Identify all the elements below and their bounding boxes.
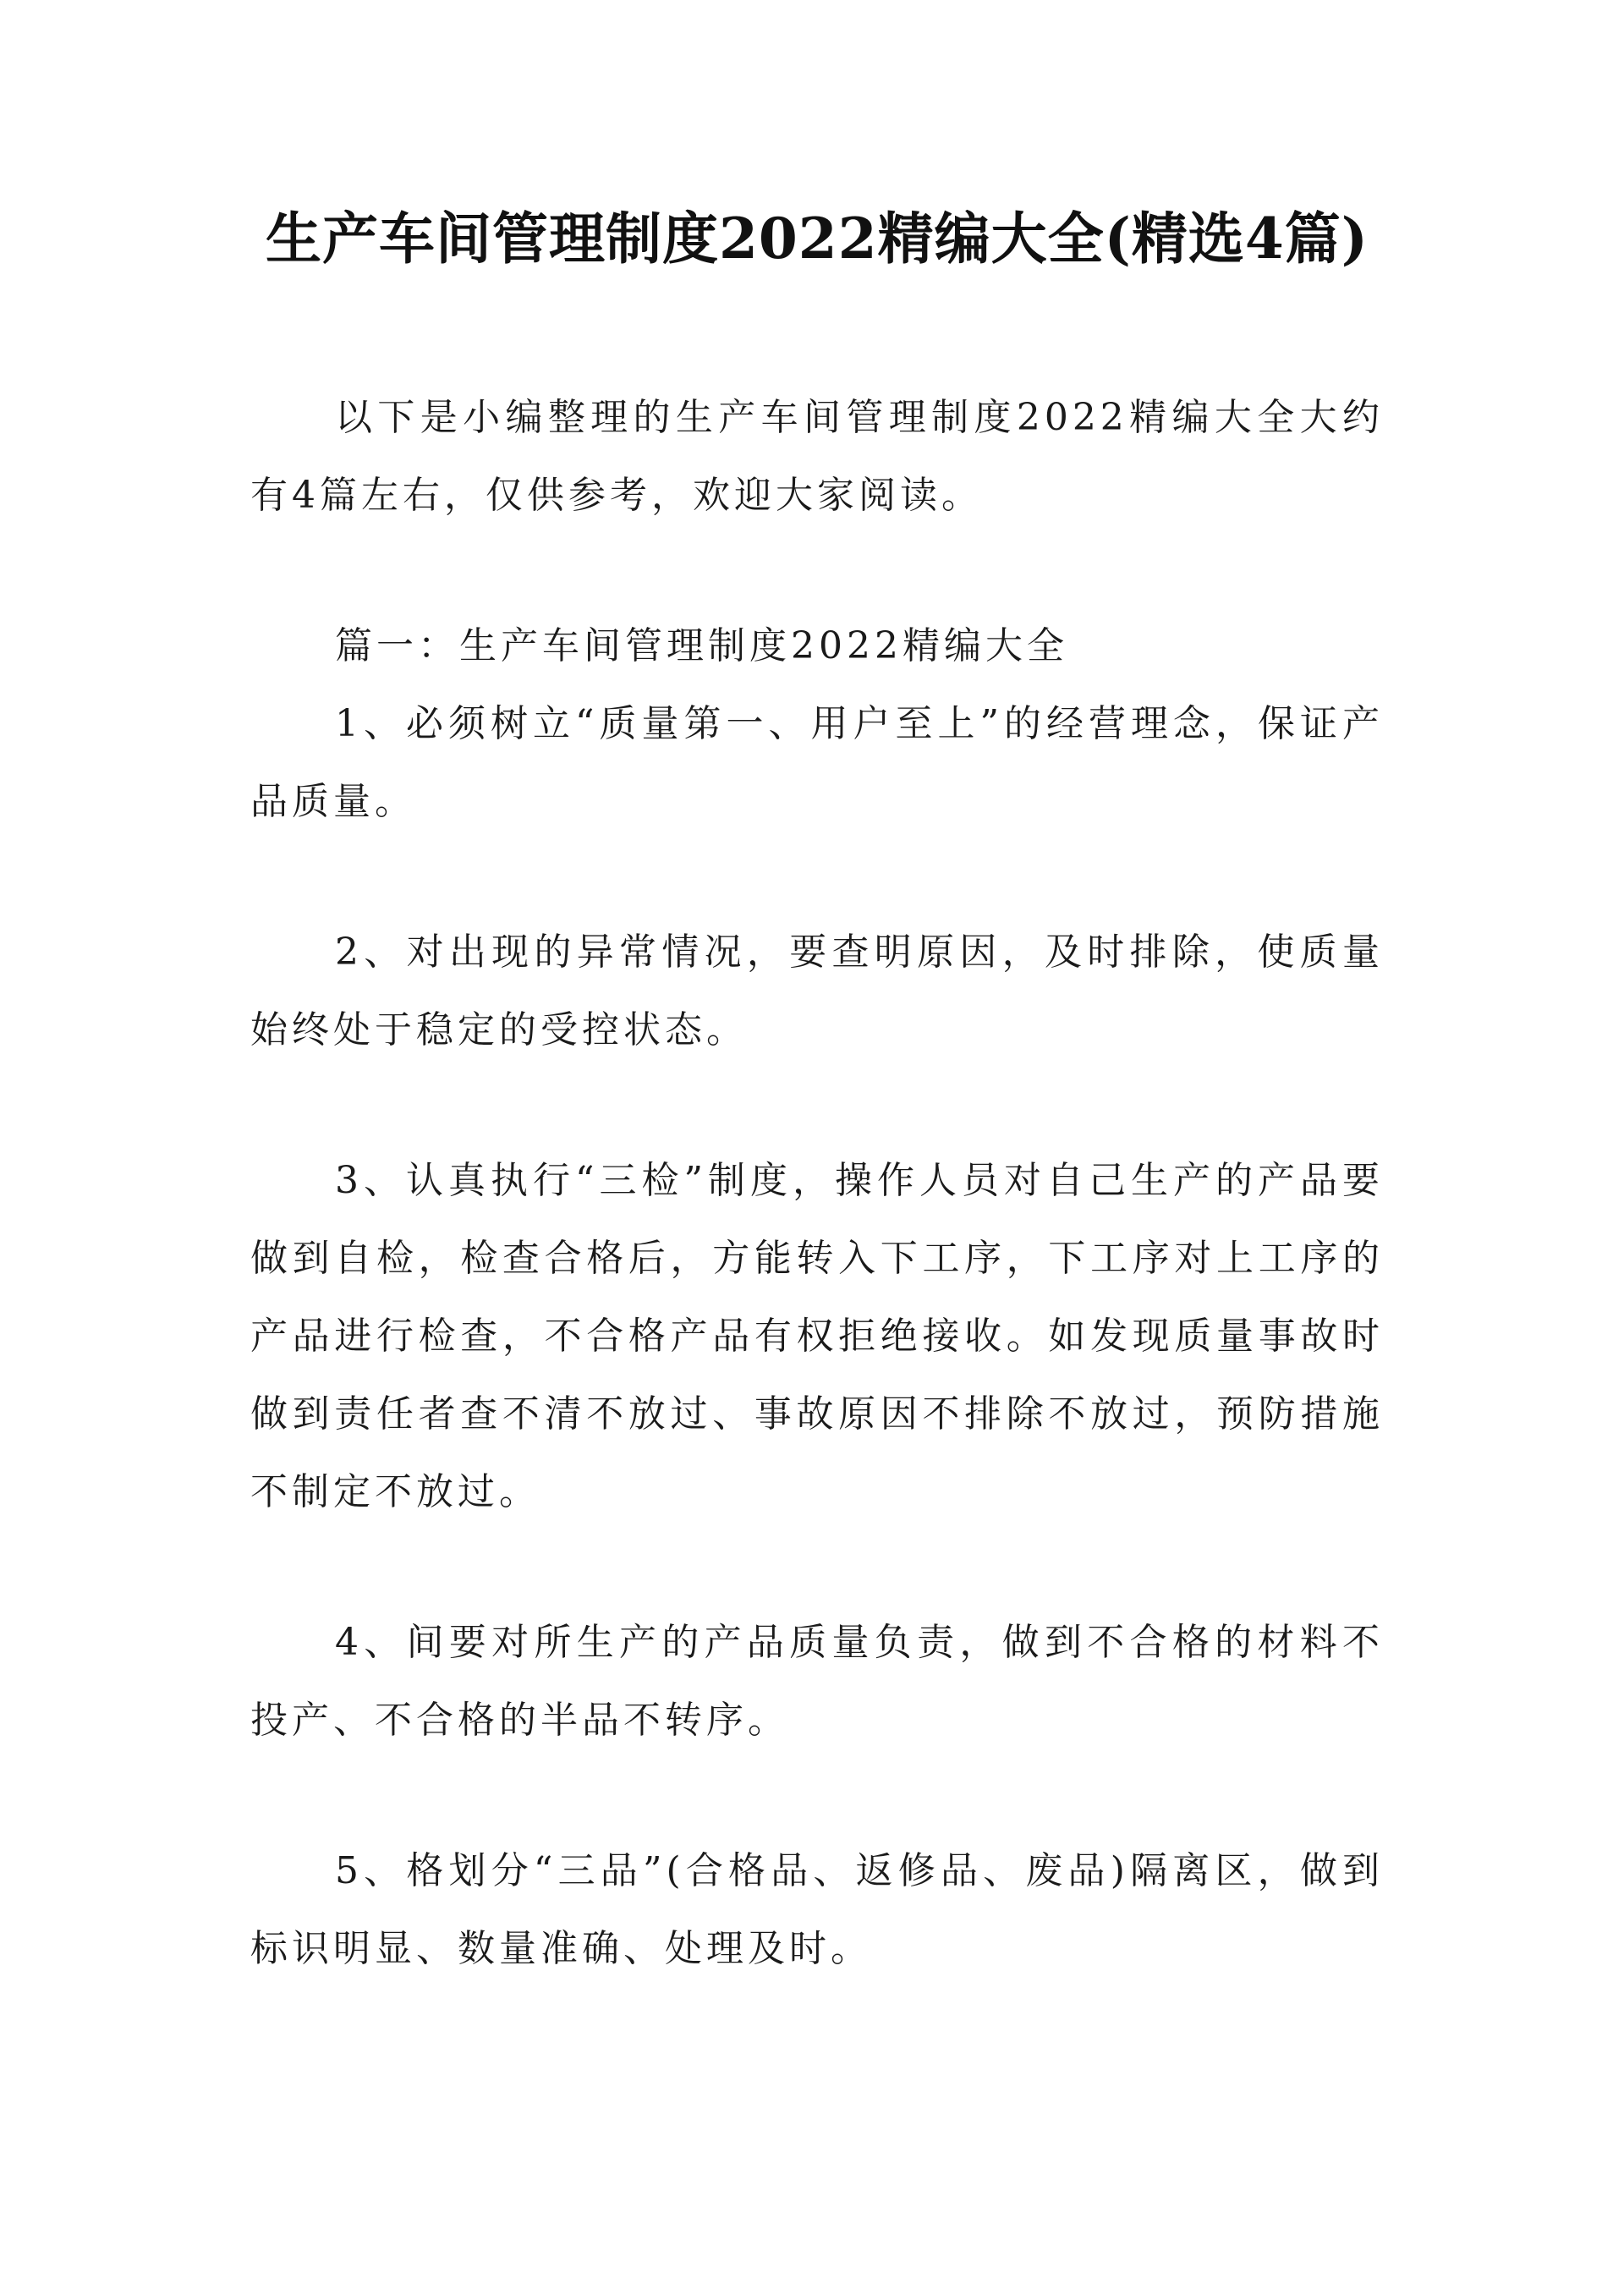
intro-paragraph: 以下是小编整理的生产车间管理制度2022精编大全大约有4篇左右，仅供参考，欢迎大家阅读。 xyxy=(250,396,1384,517)
rule-item-1: 1、必须树立“质量第一、用户至上”的经营理念，保证产品质量。 xyxy=(250,702,1384,823)
rule-item-3: 3、认真执行“三检”制度，操作人员对自己生产的产品要做到自检，检查合格后，方能转入下工序，下工序对上工序的产品进行检查，不合格产品有权拒绝接收。如发现质量事故时做到责任者查不清不放过、事故原因不排除不放过，预防措施不制定不放过。 xyxy=(250,1159,1384,1513)
section-heading: 篇一：生产车间管理制度2022精编大全 xyxy=(335,624,1068,667)
rule-item-2: 2、对出现的异常情况，要查明原因，及时排除，使质量始终处于稳定的受控状态。 xyxy=(250,931,1384,1051)
rule-item-4: 4、间要对所生产的产品质量负责，做到不合格的材料不投产、不合格的半品不转序。 xyxy=(250,1621,1384,1742)
document-title: 生产车间管理制度2022精编大全(精选4篇) xyxy=(265,206,1369,272)
rule-item-5: 5、格划分“三品”(合格品、返修品、废品)隔离区，做到标识明显、数量准确、处理及时。 xyxy=(250,1849,1384,1970)
